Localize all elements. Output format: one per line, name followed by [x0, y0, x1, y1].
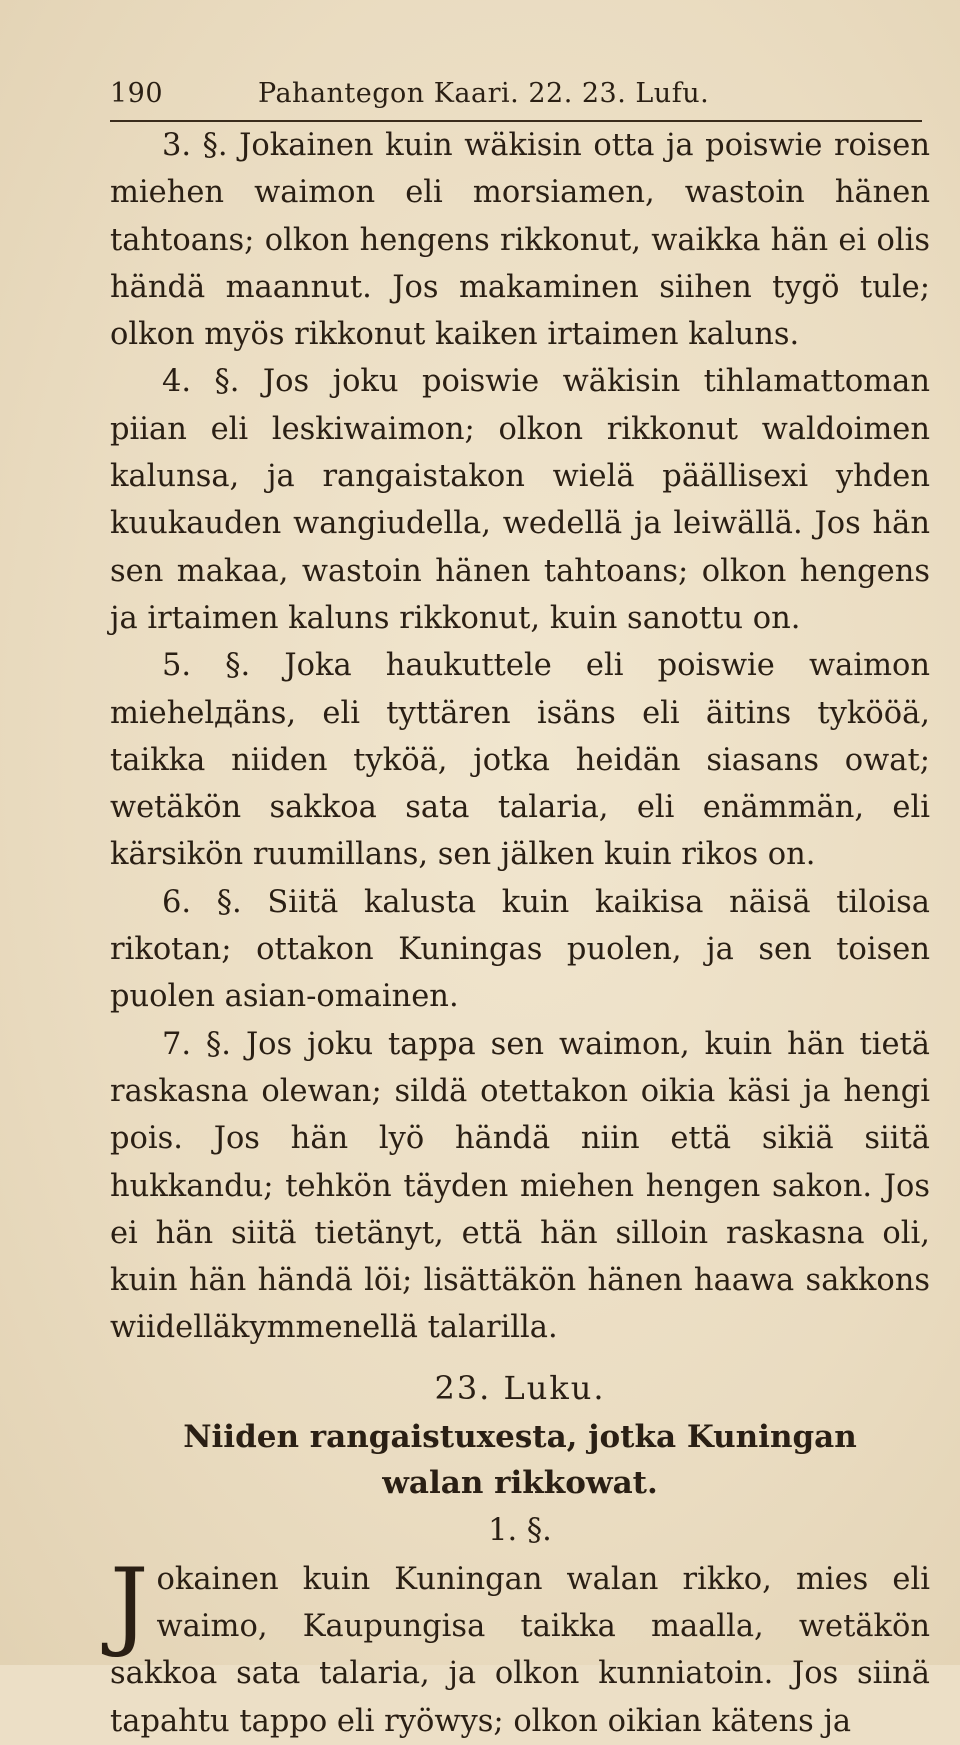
- drop-cap: J: [110, 1547, 149, 1660]
- running-title: Pahantegon Kaari. 22. 23. Lufu.: [258, 78, 710, 109]
- section-mark: 1. §.: [488, 1512, 552, 1548]
- opening-text: okainen kuin Kuningan walan rikko, mies eli waimo, Kaupungisa taikka maalla, wetäkön sakkoa sata talaria, ja olkon kunniatoin. Jos siinä tapahtu tappo eli ryöwys; olkon oikian kätens ja: [110, 1561, 930, 1739]
- paragraph-section-3: 3. §. Jokainen kuin wäkisin otta ja poiswie roisen miehen waimon eli morsiamen, wastoin hänen tahtoans; olkon hengens rikkonut, waikka hän ei olis händä maannut. Jos makaminen siihen tygö tule; olkon myös rikkonut kaiken irtaimen kaluns.: [110, 128, 930, 353]
- chapter-opening-paragraph: [110, 1547, 930, 1745]
- paragraph-section-5: 5. §. Joka haukuttele eli poiswie waimon miehelдäns, eli tyttären isäns eli äitins tykööä, taikka niiden tyköä, jotka heidän siasans owat; wetäkön sakkoa sata talaria, eli enämmän, eli kärsikön ruumillans, sen jälken kuin rikos on.: [110, 648, 930, 873]
- page-number: 190: [110, 78, 164, 109]
- paragraph-section-6: 6. §. Siitä kalusta kuin kaikisa näisä tiloisa rikotan; ottakon Kuningas puolen, ja sen toisen puolen asian-omainen.: [110, 884, 930, 1015]
- chapter-label: 23. Luku.: [434, 1368, 606, 1407]
- paragraph-section-7: 7. §. Jos joku tappa sen waimon, kuin hän tietä raskasna olewan; sildä otettakon oikia käsi ja hengi pois. Jos hän lyö händä niin että sikiä siitä hukkandu; tehkön täyden miehen hengen sakon. Jos ei hän siitä tietänyt, että hän silloin raskasna oli, kuin hän händä löi; lisättäkön hänen haawa sakkons wiidelläkymmenellä talarilla.: [110, 1026, 930, 1346]
- paragraph-section-4: 4. §. Jos joku poiswie wäkisin tihlamattoman piian eli leskiwaimon; olkon rikkonut waldoimen kalunsa, ja rangaistakon wielä päällisexi yhden kuukauden wangiudella, wedellä ja leiwällä. Jos hän sen makaa, wastoin hänen tahtoans; olkon hengens ja irtaimen kaluns rikkonut, kuin sanottu on.: [110, 364, 930, 636]
- running-header: [110, 78, 922, 122]
- page-body: [110, 122, 930, 1745]
- chapter-heading: Niiden rangaistuxesta, jotka Kuningan walan rikkowat.: [183, 1418, 857, 1501]
